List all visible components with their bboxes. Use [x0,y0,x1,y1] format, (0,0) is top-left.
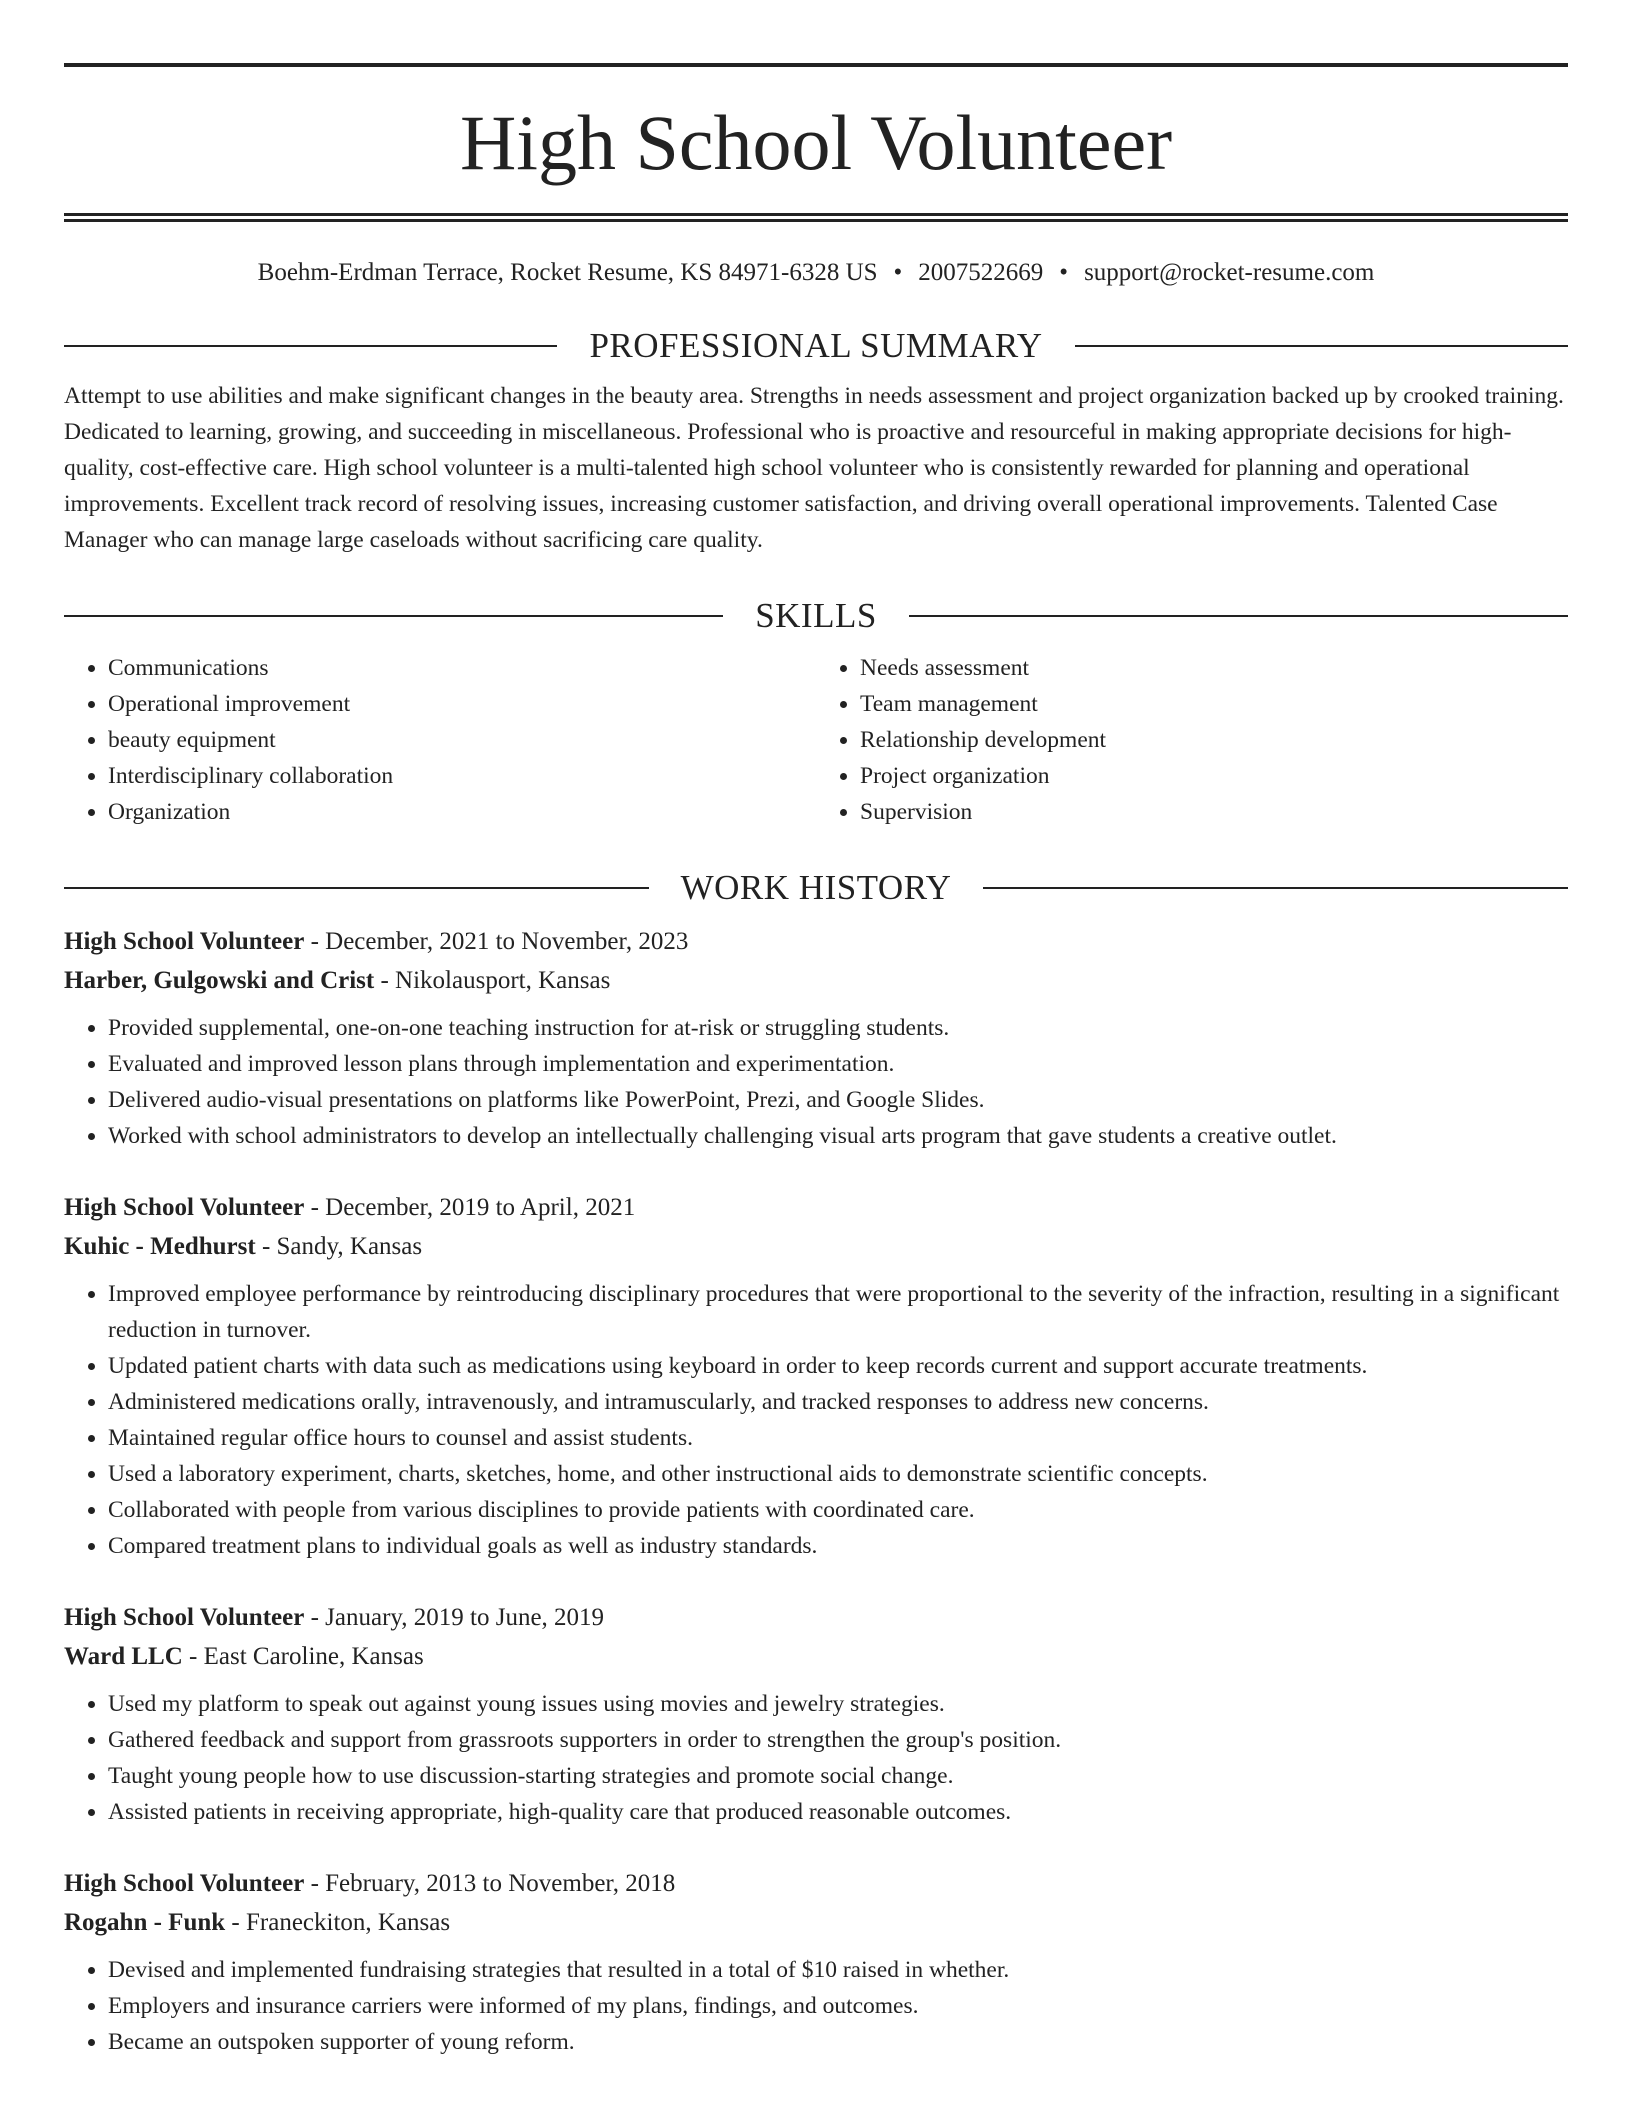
job-role-line [64,1188,1568,1227]
job-bullet: • Collaborated with people from various disciplines to provide patients with coordinated care. [108,1492,1568,1528]
job-dates: - December, 2019 to April, 2021 [304,1194,636,1221]
contact-phone: 2007522669 [918,259,1044,286]
skill-item: • Operational improvement [108,686,816,722]
skill-item: • Needs assessment [860,650,1568,686]
job-role-line [64,922,1568,961]
job-company: Kuhic - Medhurst [64,1233,256,1260]
job-bullet: • Updated patient charts with data such as medications using keyboard in order to keep records current and support accurate treatments. [108,1348,1568,1384]
job-role: High School Volunteer [64,1194,305,1221]
heading-rule-left [64,887,649,889]
skill-item: • Relationship development [860,722,1568,758]
job-bullet: • Delivered audio-visual presentations on platforms like PowerPoint, Prezi, and Google Slides. [108,1082,1568,1118]
skill-item: • Team management [860,686,1568,722]
skills-title: SKILLS [755,596,877,635]
summary-title: PROFESSIONAL SUMMARY [589,326,1043,365]
job-company: Rogahn - Funk [64,1909,226,1936]
job-bullet: • Used a laboratory experiment, charts, sketches, home, and other instructional aids to demonstrate scientific concepts. [108,1456,1568,1492]
job-bullets [64,1686,1568,1830]
job-role-line [64,1864,1568,1903]
job-company: Ward LLC [64,1643,183,1670]
job-bullet: • Evaluated and improved lesson plans through implementation and experimentation. [108,1046,1568,1082]
job-bullet: • Devised and implemented fundraising strategies that resulted in a total of $10 raised in whether. [108,1952,1568,1988]
job-bullet: • Became an outspoken supporter of young reform. [108,2024,1568,2060]
job-company: Harber, Gulgowski and Crist [64,967,375,994]
job-bullet: • Assisted patients in receiving appropriate, high-quality care that produced reasonable outcomes. [108,1794,1568,1830]
contact-separator: • [1059,259,1069,286]
job-dates: - January, 2019 to June, 2019 [304,1604,605,1631]
heading-rule-left [64,345,557,347]
job-bullets [64,1952,1568,2060]
job-bullet: • Administered medications orally, intravenously, and intramuscularly, and tracked responses to address new concerns. [108,1384,1568,1420]
skills-list [64,650,1568,830]
job-location: - East Caroline, Kansas [182,1643,424,1670]
job-location: - Nikolausport, Kansas [374,967,611,994]
job-role: High School Volunteer [64,928,305,955]
job-dates: - December, 2021 to November, 2023 [304,928,689,955]
job-bullet: • Used my platform to speak out against young issues using movies and jewelry strategies. [108,1686,1568,1722]
job-role: High School Volunteer [64,1870,305,1897]
job-role-line [64,1598,1568,1637]
contact-address: Boehm-Erdman Terrace, Rocket Resume, KS 84971-6328 US [257,259,878,286]
summary-text: Attempt to use abilities and make significant changes in the beauty area. Strengths in needs assessment and project organization backed up by crooked training. Dedicated to learning, growing, and succeeding in miscellaneous. Professional who is proactive and resourceful in making appropriate decisions for high-quality, cost-effective care. High school volunteer is a multi-talented high school volunteer who is consistently rewarded for planning and operational improvements. Excellent track record of resolving issues, increasing customer satisfaction, and driving overall operational improvements. Talented Case Manager who can manage large caseloads without sacrificing care quality. [64,383,1564,553]
heading-rule-right [983,887,1568,889]
job-bullet: • Maintained regular office hours to counsel and assist students. [108,1420,1568,1456]
contact-email: support@rocket-resume.com [1084,259,1375,286]
heading-rule-right [909,615,1568,617]
top-rule [64,63,1568,67]
job-company-line [64,1227,1568,1266]
job-bullet: • Taught young people how to use discussion-starting strategies and promote social change. [108,1758,1568,1794]
skill-item: • Project organization [860,758,1568,794]
job-location: - Franeckiton, Kansas [225,1909,451,1936]
heading-rule-right [1075,345,1568,347]
resume-page [64,0,1568,2060]
job-entry [64,1864,1568,2060]
job-bullet: • Provided supplemental, one-on-one teaching instruction for at-risk or struggling students. [108,1010,1568,1046]
heading-rule-left [64,615,723,617]
job-entry [64,922,1568,1154]
job-bullets [64,1010,1568,1154]
job-bullet: • Improved employee performance by reintroducing disciplinary procedures that were proportional to the severity of the infraction, resulting in a significant reduction in turnover. [108,1276,1568,1348]
skill-item: • Organization [108,794,816,830]
job-company-line [64,1637,1568,1676]
job-role: High School Volunteer [64,1604,305,1631]
double-rule [64,213,1568,222]
contact-separator: • [893,259,903,286]
skill-item: • Communications [108,650,816,686]
job-company-line [64,961,1568,1000]
contact-line [64,258,1568,288]
job-bullet: • Employers and insurance carriers were informed of my plans, findings, and outcomes. [108,1988,1568,2024]
job-bullet: • Gathered feedback and support from grassroots supporters in order to strengthen the group's position. [108,1722,1568,1758]
skill-item: • Supervision [860,794,1568,830]
skill-item: • beauty equipment [108,722,816,758]
job-location: - Sandy, Kansas [255,1233,423,1260]
skills-heading [64,596,1568,636]
job-bullet: • Compared treatment plans to individual goals as well as industry standards. [108,1528,1568,1564]
skills-column-left [64,650,816,830]
job-entry [64,1598,1568,1830]
candidate-name: High School Volunteer [459,99,1173,186]
skill-item: • Interdisciplinary collaboration [108,758,816,794]
work-title: WORK HISTORY [680,868,952,907]
job-dates: - February, 2013 to November, 2018 [304,1870,676,1897]
skills-column-right [816,650,1568,830]
job-bullets [64,1276,1568,1564]
job-bullet: • Worked with school administrators to develop an intellectually challenging visual arts program that gave students a creative outlet. [108,1118,1568,1154]
job-entry [64,1188,1568,1564]
job-company-line [64,1903,1568,1942]
summary-heading [64,326,1568,366]
work-heading [64,868,1568,908]
